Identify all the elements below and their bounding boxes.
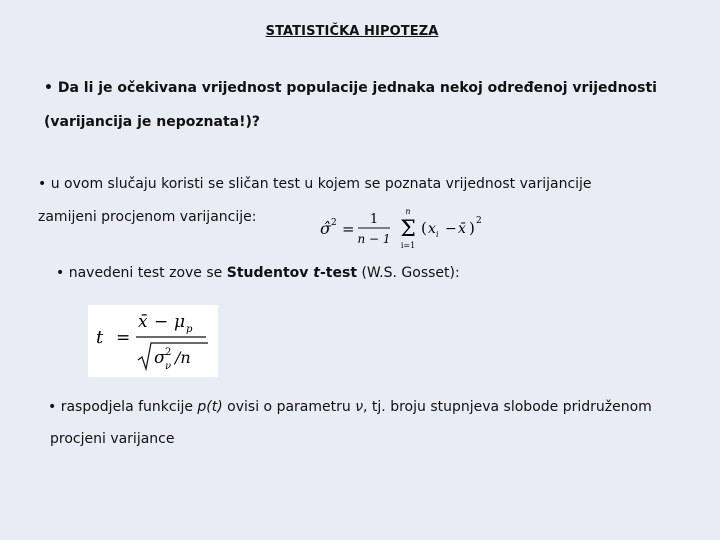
bullet-4-text-pre: • raspodjela funkcije (48, 399, 198, 415)
formula-open-paren: ( (421, 219, 427, 237)
formula-frac-denominator: n − 1 (357, 232, 391, 246)
formula-t-equals: = (116, 328, 131, 348)
formula-t-sigma-sup: 2 (165, 347, 172, 358)
bullet-1-line-1 (44, 80, 657, 96)
formula-t-sigma: σ (154, 348, 166, 368)
formula-t-xbar: x̄ (138, 312, 148, 332)
bullet-4-param: ν (355, 399, 364, 415)
formula-t-sigma-sub: ν (165, 361, 172, 372)
formula-x-i: x (428, 221, 436, 237)
formula-t-sqrt-sign (138, 343, 208, 369)
bullet-4-line-1 (48, 399, 652, 415)
slide-title: STATISTIČKA HIPOTEZA (265, 24, 439, 39)
bullet-4-text-post: , tj. broju stupnjeva slobode pridruženom (363, 399, 652, 415)
bullet-1-line-2: (varijancija je nepoznata!)? (44, 114, 260, 130)
formula-t-mu-sub: p (186, 324, 193, 335)
bullet-2-line-2: zamijeni procjenom varijancije: (38, 209, 257, 225)
formula-equals: = (342, 220, 355, 238)
formula-sum-lower: i=1 (400, 241, 416, 250)
t-statistic-formula (88, 305, 218, 377)
formula-sum-sign: Σ (400, 217, 416, 242)
formula-t-slash-n: /n (175, 348, 191, 367)
bullet-2-line-1: • u ovom slučaju koristi se sličan test u kojem se poznata vrijednost varijancije (38, 176, 592, 192)
bullet-1-marker: • (44, 80, 58, 96)
bullet-3-text-post: (W.S. Gosset): (357, 265, 460, 281)
bullet-3-text-pre: • navedeni test zove se (56, 265, 227, 281)
bullet-3-strong-tail: -test (319, 265, 358, 281)
bullet-3-strong-t: t (313, 265, 320, 281)
formula-t: t (96, 327, 104, 348)
bullet-3-line (56, 265, 460, 281)
formula-x-bar: x̄ (458, 221, 466, 237)
formula-sigma-hat: σ̂ (320, 219, 331, 238)
variance-estimate-formula (318, 203, 486, 251)
formula-sum-upper: n (405, 207, 411, 216)
formula-minus: − (445, 221, 457, 237)
formula-t-minus: − (154, 312, 169, 332)
formula-square-sup: 2 (476, 216, 482, 226)
bullet-4-func: p(t) (197, 399, 223, 415)
bullet-4-text-mid: ovisi o parametru (222, 399, 356, 415)
bullet-1-text: Da li je očekivana vrijednost populacije jednaka nekoj određenoj vrijednosti (57, 80, 657, 96)
formula-t-mu: μ (174, 312, 186, 332)
formula-frac-numerator: 1 (369, 212, 379, 227)
bullet-3-strong: Studentov (226, 265, 314, 281)
formula-sigma-sup: 2 (331, 218, 337, 228)
bullet-4-line-2: procjeni varijance (50, 431, 175, 447)
formula-close-paren: ) (469, 219, 475, 237)
formula-x-i-sub: i (436, 230, 439, 239)
